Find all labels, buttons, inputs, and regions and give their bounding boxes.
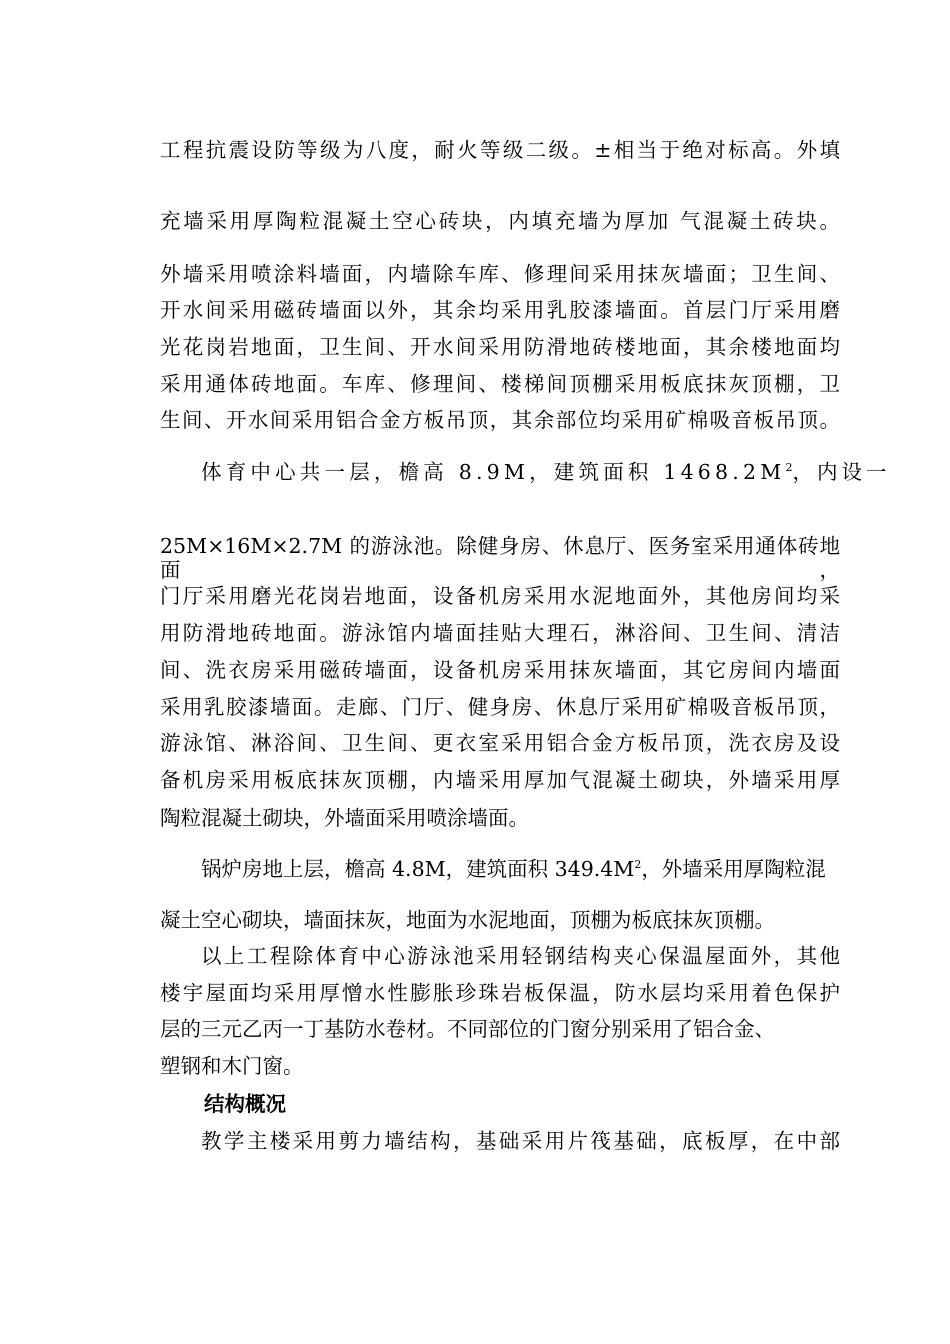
text-line: 层的三元乙丙一丁基防水卷材。不同部位的门窗分别采用了铝合金、 bbox=[160, 1017, 775, 1041]
text-line: 楼宇屋面均采用厚憎水性膨胀珍珠岩板保温，防水层均采用着色保护 bbox=[160, 981, 840, 1005]
text-line: 门厅采用磨光花岗岩地面，设备机房采用水泥地面外，其他房间均采 bbox=[160, 584, 840, 608]
text-line-with-superscript bbox=[201, 460, 891, 484]
text-line: 备机房采用板底抹灰顶棚，内墙采用厚加气混凝土砌块，外墙采用厚 bbox=[160, 768, 840, 792]
text-line: 凝土空心砌块，墙面抹灰，地面为水泥地面，顶棚为板底抹灰顶棚。 bbox=[160, 908, 775, 932]
text-line: 间、洗衣房采用磁砖墙面，设备机房采用抹灰墙面，其它房间内墙面 bbox=[160, 658, 840, 682]
text-line: 光花岗岩地面，卫生间、开水间采用防滑地砖楼地面，其余楼地面均 bbox=[160, 335, 840, 359]
text-run: ，外墙采用厚陶粒混 bbox=[641, 857, 826, 881]
section-heading: 结构概况 bbox=[204, 1092, 286, 1116]
text-line: 游泳馆、淋浴间、卫生间、更衣室采用铝合金方板吊顶，洗衣房及设 bbox=[160, 731, 840, 755]
superscript: 2 bbox=[634, 858, 642, 871]
text-line: 外墙采用喷涂料墙面，内墙除车库、修理间采用抹灰墙面；卫生间、 bbox=[160, 262, 840, 286]
text-line: 以上工程除体育中心游泳池采用轻钢结构夹心保温屋面外，其他 bbox=[201, 944, 840, 968]
text-run: 体育中心共一层，檐高 8.9M，建筑面积 1468.2M bbox=[201, 460, 786, 484]
text-line: 陶粒混凝土砌块，外墙面采用喷涂墙面。 bbox=[160, 806, 529, 830]
text-line: 采用乳胶漆墙面。走廊、门厅、健身房、休息厅采用矿棉吸音板吊顶， bbox=[160, 695, 840, 719]
text-line: 塑钢和木门窗。 bbox=[160, 1054, 304, 1078]
text-line: 25M×16M×2.7M 的游泳池。除健身房、休息厅、医务室采用通体砖地面， bbox=[160, 534, 840, 582]
text-line: 教学主楼采用剪力墙结构，基础采用片筏基础，底板厚，在中部 bbox=[201, 1129, 840, 1153]
superscript: 2 bbox=[785, 461, 793, 474]
text-run: 锅炉房地上层，檐高 4.8M，建筑面积 349.4M bbox=[201, 857, 635, 881]
text-line: 工程抗震设防等级为八度，耐火等级二级。±相当于绝对标高。外填 bbox=[160, 138, 840, 162]
text-line: 充墙采用厚陶粒混凝土空心砖块，内填充墙为厚加 气混凝土砖块。 bbox=[160, 209, 840, 233]
text-line: 用防滑地砖地面。游泳馆内墙面挂贴大理石，淋浴间、卫生间、清洁 bbox=[160, 621, 840, 645]
text-line: 生间、开水间采用铝合金方板吊顶，其余部位均采用矿棉吸音板吊顶。 bbox=[160, 408, 840, 432]
text-line: 开水间采用磁砖墙面以外，其余均采用乳胶漆墙面。首层门厅采用磨 bbox=[160, 298, 840, 322]
text-line-with-superscript bbox=[201, 857, 840, 881]
text-run: ，内设一 bbox=[792, 460, 891, 484]
text-line: 采用通体砖地面。车库、修理间、楼梯间顶棚采用板底抹灰顶棚，卫 bbox=[160, 372, 840, 396]
